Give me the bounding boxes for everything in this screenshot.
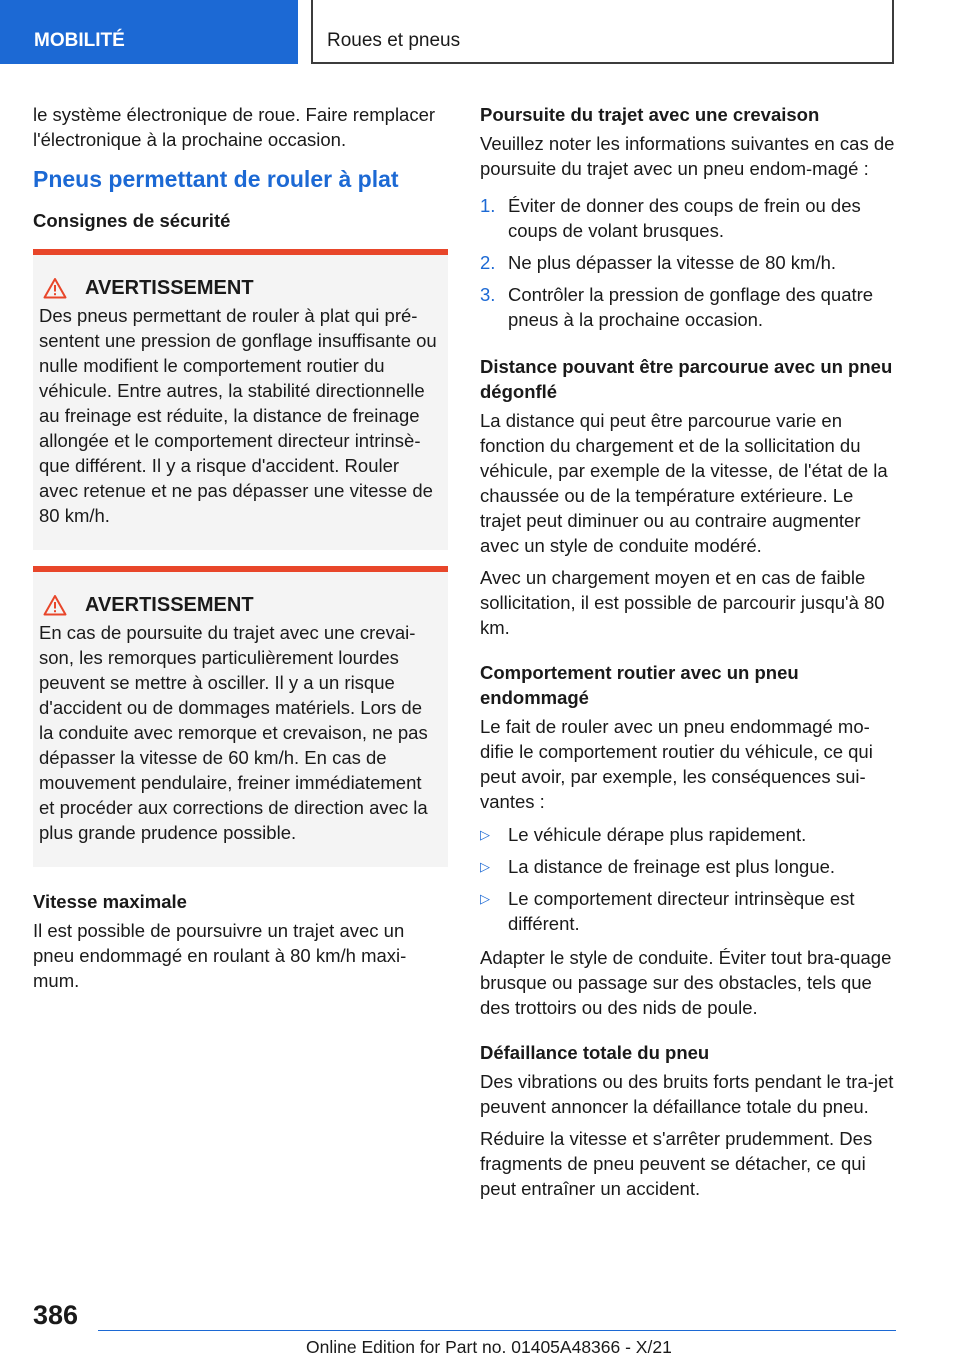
list-item [480,822,896,847]
section-tab [0,0,298,64]
bullet-text: La distance de freinage est plus longue. [508,856,836,877]
chapter-header [311,0,894,64]
footer-divider [98,1330,896,1331]
consequences-list [480,822,896,936]
total-failure-text-1: Des vibrations ou des bruits forts pendant le tra-jet peuvent annoncer la défaillance totale du pneu. [480,1071,894,1117]
triangle-right-outline-icon: ▷ [480,827,490,842]
warning-header [39,592,438,618]
step-text: Contrôler la pression de gonflage des quatre pneus à la prochaine occasion. [508,284,874,330]
flat-continuation-text: Veuillez noter les informations suivantes en cas de poursuite du trajet avec un pneu endom-magé : [480,133,895,179]
safety-subheading: Consignes de sécurité [33,210,231,231]
right-column [480,102,896,1208]
total-failure-text-2: Réduire la vitesse et s'arrêter prudemment. Des fragments de pneu peuvent se détacher, ce qui peut entraîner un accident. [480,1128,873,1199]
section-label: MOBILITÉ [34,30,125,51]
warning-header [39,275,438,301]
step-text: Éviter de donner des coups de frein ou des coups de volant brusques. [508,195,861,241]
list-item [480,886,896,936]
warning-box-1 [33,249,448,550]
total-failure-heading: Défaillance totale du pneu [480,1042,710,1063]
deflated-distance-text-1: La distance qui peut être parcourue varie en fonction du chargement et de la sollicitation du véhicule, par exemple de la vitesse, de l'état de la chaussée ou de la température extérieure. Le trajet peut diminuer ou au contraire augmenter avec un style de conduite modéré. [480,410,888,556]
flat-continuation-heading: Poursuite du trajet avec une crevaison [480,104,820,125]
warning-text: En cas de poursuite du trajet avec une crevai-son, les remorques particulièrement lourdes peuvent se mettre à osciller. Il y a un risque d'accident ou de dommages matériels. Lors de la conduite avec remorque et crevaison, ne pas dépasser la vitesse de 60 km/h. En cas de mouvement pendulaire, freiner immédiatement et procéder aux corrections de direction avec la plus grande prudence possible. [39,622,428,843]
page-number: 386 [33,1300,79,1330]
intro-paragraph: le système électronique de roue. Faire remplacer l'électronique à la prochaine occasion. [33,104,436,150]
chapter-title: Roues et pneus [327,30,461,51]
deflated-distance-text-2: Avec un chargement moyen et en cas de faible sollicitation, il est possible de parcourir jusqu'à 80 km. [480,567,885,638]
section-heading: Pneus permettant de rouler à plat [33,166,399,192]
steps-list [480,193,896,332]
step-number: 3. [480,284,496,305]
max-speed-heading: Vitesse maximale [33,891,187,912]
warning-title: AVERTISSEMENT [85,277,254,299]
driving-style-text: Adapter le style de conduite. Éviter tout bra-quage brusque ou passage sur des obstacles, tels que des trottoirs ou des nids de poule. [480,947,892,1018]
footer-edition: Online Edition for Part no. 01405A48366 - X/21 [306,1337,672,1357]
warning-triangle-icon [43,277,67,299]
left-column [33,102,448,1000]
list-item [480,854,896,879]
step-number: 2. [480,252,496,273]
deflated-distance-heading: Distance pouvant être parcourue avec un pneu dégonflé [480,356,893,402]
damaged-handling-heading: Comportement routier avec un pneu endommagé [480,662,799,708]
warning-title: AVERTISSEMENT [85,594,254,616]
list-item [480,282,896,332]
list-item [480,193,896,243]
warning-box-2 [33,566,448,867]
triangle-right-outline-icon: ▷ [480,891,490,906]
list-item [480,250,896,275]
step-text: Ne plus dépasser la vitesse de 80 km/h. [508,252,837,273]
damaged-handling-text: Le fait de rouler avec un pneu endommagé mo-difie le comportement routier du véhicule, ce qui peut avoir, par exemple, les conséquences sui-vantes : [480,716,873,812]
warning-text: Des pneus permettant de rouler à plat qui pré-sentent une pression de gonflage insuffisante ou nulle modifient le comportement routier du véhicule. Entre autres, la stabilité directionnelle au freinage est réduite, la distance de freinage allongée et le comportement directeur intrinsè-que différent. Il y a risque d'accident. Rouler avec retenue et ne pas dépasser une vitesse de 80 km/h. [39,305,437,526]
step-number: 1. [480,195,496,216]
bullet-text: Le véhicule dérape plus rapidement. [508,824,807,845]
warning-triangle-icon [43,594,67,616]
bullet-text: Le comportement directeur intrinsèque est différent. [508,888,855,934]
max-speed-text: Il est possible de poursuivre un trajet avec un pneu endommagé en roulant à 80 km/h maxi-mum. [33,920,407,991]
triangle-right-outline-icon: ▷ [480,859,490,874]
